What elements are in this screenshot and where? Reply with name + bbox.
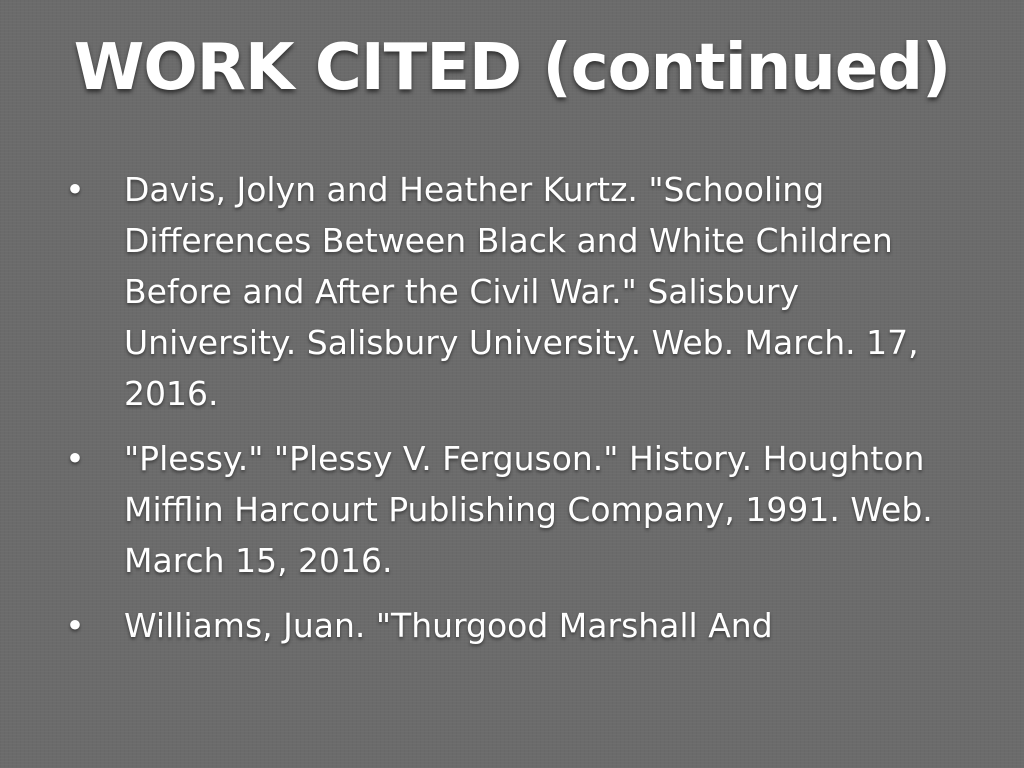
bullet-icon: • [65, 170, 85, 209]
reference-list [56, 164, 936, 651]
slide-title: WORK CITED (continued) [73, 31, 951, 105]
reference-list-container [56, 164, 936, 676]
reference-text: "Plessy." "Plessy V. Ferguson." History. Houghton Mifflin Harcourt Publishing Company, 1991. Web. March 15, 2016. [124, 439, 933, 580]
bullet-icon: • [65, 606, 85, 645]
reference-item [56, 433, 936, 586]
reference-text: Williams, Juan. "Thurgood Marshall And [124, 606, 773, 645]
reference-text: Davis, Jolyn and Heather Kurtz. "Schooling Differences Between Black and White Children Before and After the Civil War." Salisbury University. Salisbury University. Web. March. 17, 2016. [124, 170, 919, 413]
bullet-icon: • [65, 439, 85, 478]
reference-item [56, 164, 936, 419]
reference-item [56, 600, 936, 651]
